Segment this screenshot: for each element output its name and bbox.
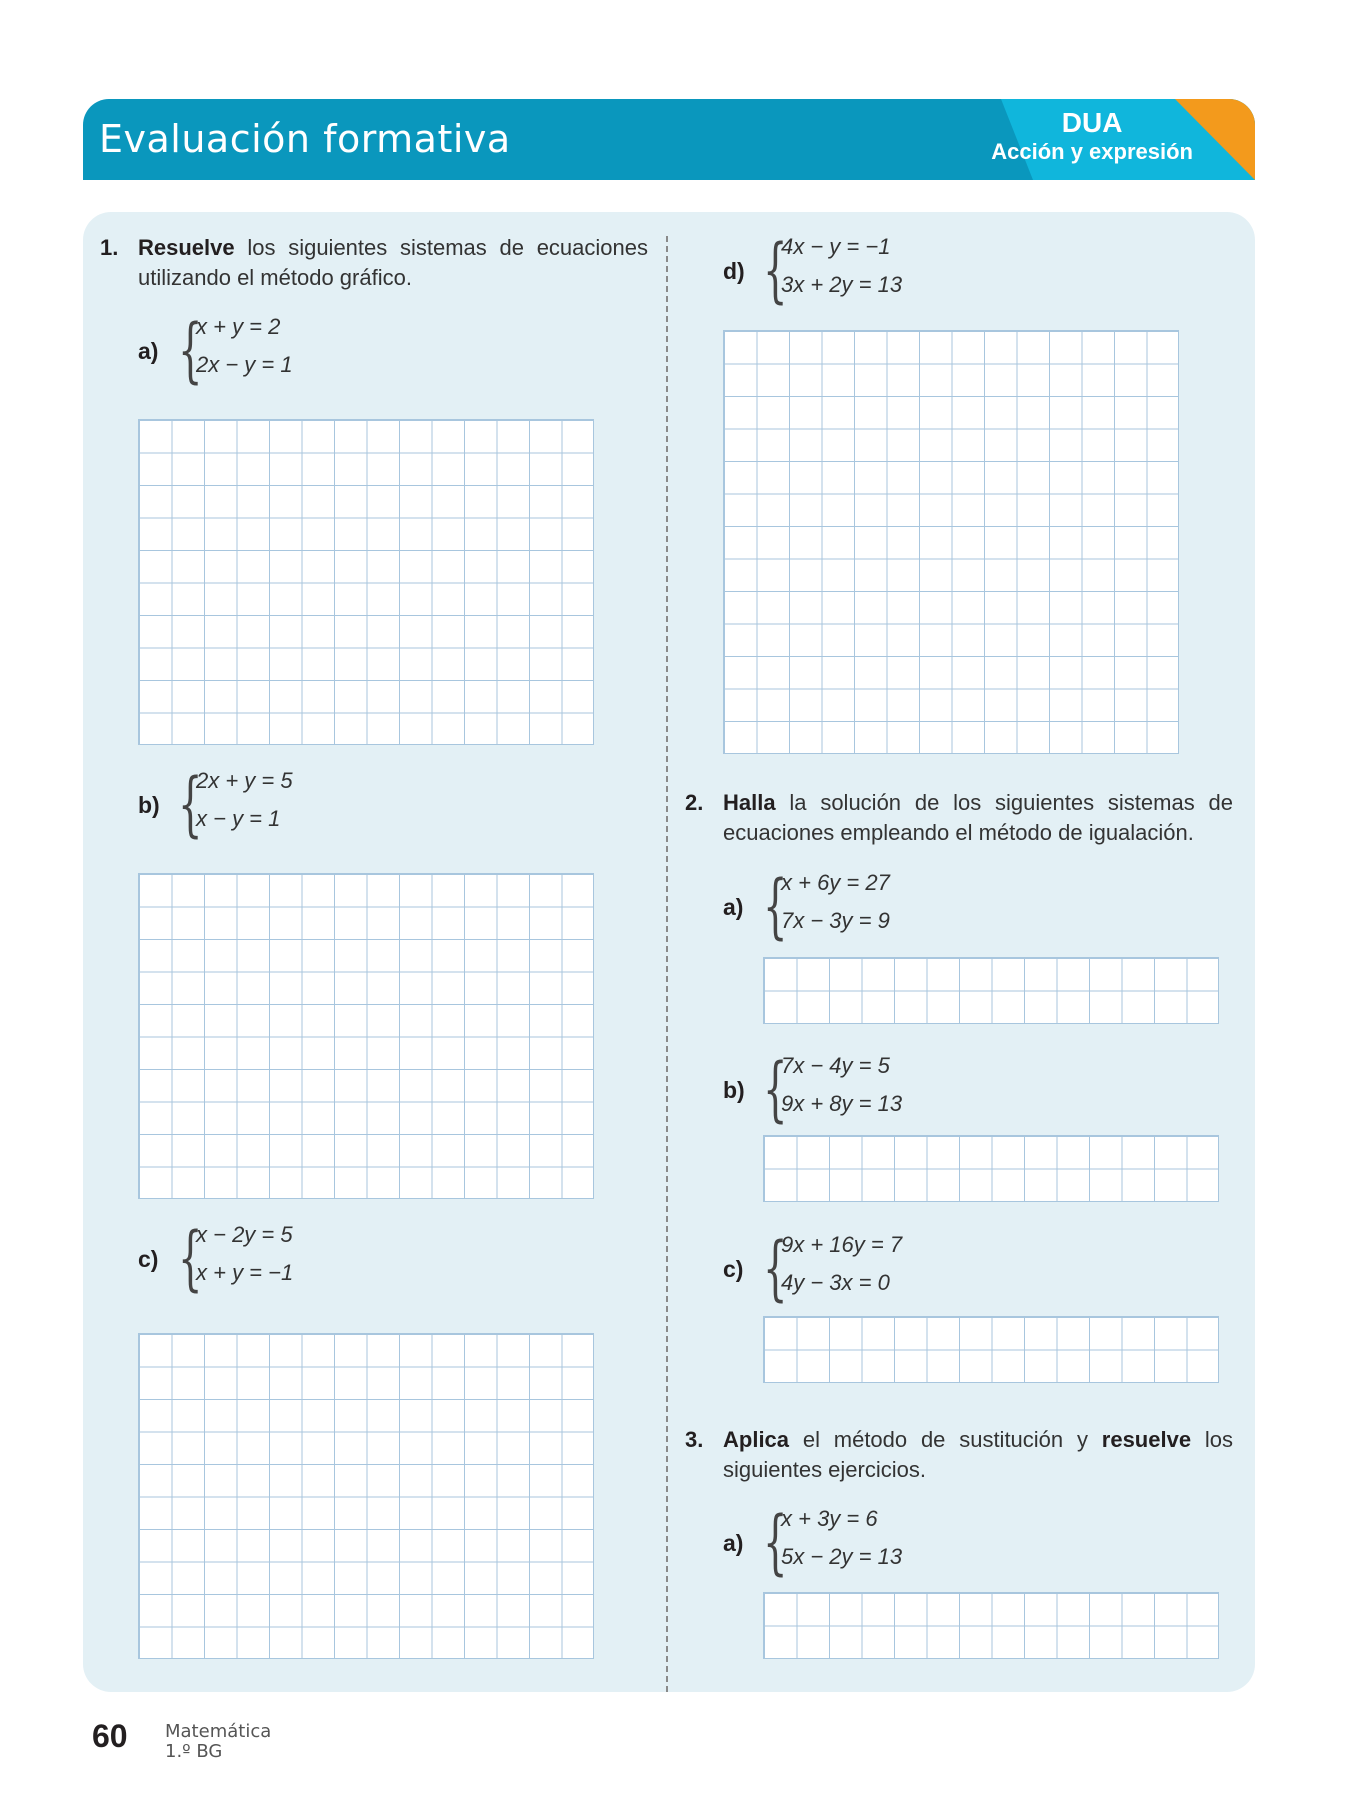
item-label: a) [723,894,744,920]
equation-1: 4x − y = −1 [781,234,891,259]
question-number: 1. [100,235,119,260]
equation-1: x + 3y = 6 [781,1506,878,1531]
brace: { [763,1048,788,1130]
question-text: los siguientes sistemas de ecuaciones utilizando el método gráfico. [138,235,648,290]
equation-1: x + 6y = 27 [781,870,890,895]
question-2 [685,788,1233,848]
equation-1: x + y = 2 [196,314,281,339]
equation-1: 7x − 4y = 5 [781,1053,890,1078]
column-divider [666,236,668,1692]
question-number: 2. [685,790,704,815]
graph-grid-1c[interactable] [138,1333,594,1659]
brace: { [178,1217,203,1299]
item-label: b) [138,792,160,818]
item-label: a) [138,338,159,364]
graph-grid-1d[interactable] [723,330,1179,754]
dua-badge [991,107,1193,165]
book-info [165,1722,271,1762]
dua-label: DUA [1061,107,1123,138]
answer-grid-2b[interactable] [763,1135,1219,1202]
equation-2: x − y = 1 [196,806,281,831]
page-number: 60 [92,1718,128,1754]
item-label: c) [723,1256,744,1282]
question-1 [100,233,648,293]
equation-1: 2x + y = 5 [196,768,293,793]
brace: { [178,309,203,391]
graph-grid-1a[interactable] [138,419,594,745]
brace: { [763,229,788,311]
item-label: b) [723,1077,745,1103]
equation-2: 7x − 3y = 9 [781,908,890,933]
equation-2: 5x − 2y = 13 [781,1544,903,1569]
question-text-end: los siguientes ejercicios. [723,1427,1233,1482]
equation-2: 4y − 3x = 0 [781,1270,890,1295]
grade-label: 1.º BG [165,1741,223,1762]
answer-grid-2a[interactable] [763,957,1219,1024]
equation-2: 3x + 2y = 13 [781,272,903,297]
question-verb: Halla [723,790,776,815]
equation-2: 9x + 8y = 13 [781,1091,903,1116]
item-label: c) [138,1246,159,1272]
brace: { [178,763,203,845]
brace: { [763,1227,788,1309]
question-verb: Resuelve [138,235,235,260]
equation-2: 2x − y = 1 [196,352,293,377]
question-number: 3. [685,1427,704,1452]
brace: { [763,865,788,947]
question-text: el método de sustitución y [789,1427,1102,1452]
header-banner [83,99,1255,180]
equation-2: x + y = −1 [196,1260,294,1285]
page-title: Evaluación formativa [99,117,511,161]
answer-grid-2c[interactable] [763,1316,1219,1383]
equation-1: x − 2y = 5 [196,1222,293,1247]
graph-grid-1b[interactable] [138,873,594,1199]
answer-grid-3a[interactable] [763,1592,1219,1659]
subject-label: Matemática [165,1721,272,1742]
item-label: d) [723,258,745,284]
equation-1: 9x + 16y = 7 [781,1232,903,1257]
question-3 [685,1425,1233,1485]
question-text: la solución de los siguientes sistemas de ecuaciones empleando el método de igualación. [723,790,1233,845]
question-verb-apply: Aplica [723,1427,790,1452]
brace: { [763,1501,788,1583]
dua-subtitle: Acción y expresión [991,139,1193,164]
item-label: a) [723,1530,744,1556]
question-verb-solve: resuelve [1101,1427,1192,1452]
